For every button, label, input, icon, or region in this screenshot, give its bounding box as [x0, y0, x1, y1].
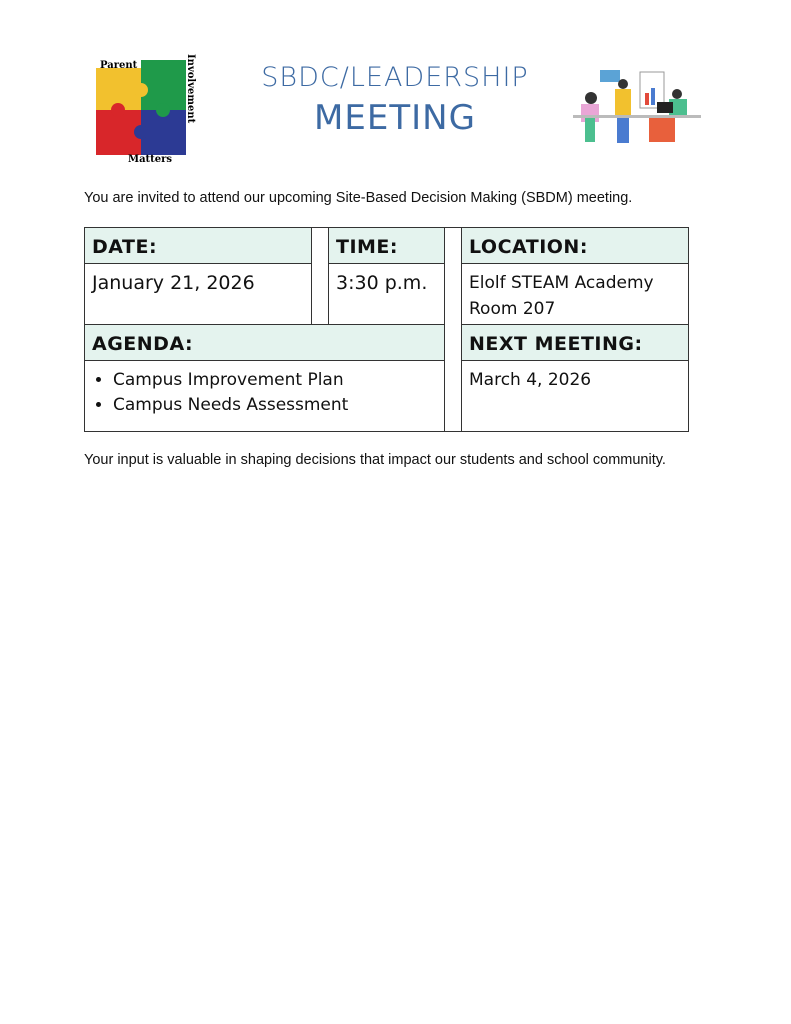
- title-line-2: MEETING: [314, 98, 476, 138]
- next-meeting-value: March 4, 2026: [461, 360, 689, 432]
- time-label: TIME:: [328, 227, 445, 264]
- agenda-list: [91, 368, 438, 418]
- parent-involvement-logo: [88, 50, 198, 168]
- agenda-label: AGENDA:: [84, 324, 445, 361]
- location-value: [461, 263, 689, 325]
- closing-text: Your input is valuable in shaping decisions that impact our students and school community.: [84, 452, 666, 468]
- agenda-list-cell: [84, 360, 445, 432]
- logo-text-parent: Parent: [100, 60, 138, 71]
- spacer-cell: [444, 227, 462, 432]
- logo-text-involvement: Involvement: [185, 54, 196, 124]
- location-label: LOCATION:: [461, 227, 689, 264]
- title-line-1: SBDC/LEADERSHIP: [261, 62, 529, 93]
- date-label: DATE:: [84, 227, 312, 264]
- spacer-cell: [311, 227, 329, 325]
- meeting-illustration: [565, 68, 705, 158]
- agenda-item: • Campus Improvement Plan: [113, 368, 438, 393]
- date-value: January 21, 2026: [84, 263, 312, 325]
- intro-text: You are invited to attend our upcoming Site-Based Decision Making (SBDM) meeting.: [84, 190, 633, 206]
- location-line-2: Room 207: [469, 299, 556, 319]
- agenda-item: • Campus Needs Assessment: [113, 393, 438, 418]
- time-value: 3:30 p.m.: [328, 263, 445, 325]
- location-line-1: Elolf STEAM Academy: [469, 273, 654, 293]
- logo-text-matters: Matters: [128, 154, 173, 165]
- next-meeting-label: NEXT MEETING:: [461, 324, 689, 361]
